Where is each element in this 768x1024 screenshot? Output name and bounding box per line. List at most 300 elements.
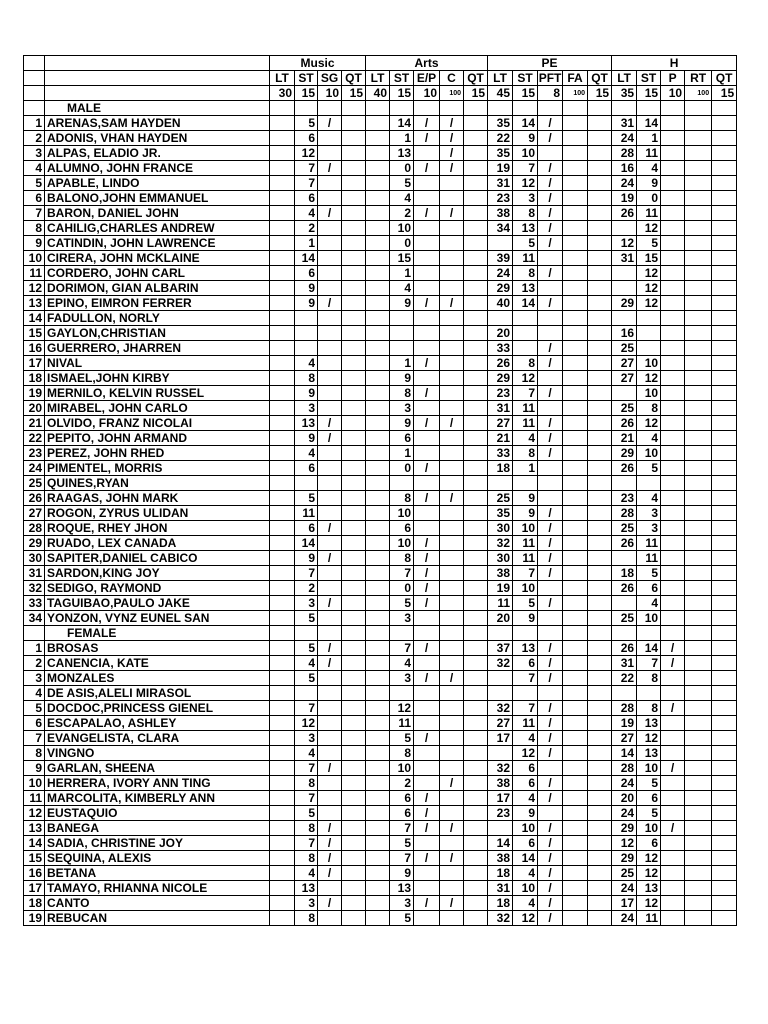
score-cell [563, 506, 588, 521]
check-mark: / [538, 386, 563, 401]
score-cell [464, 251, 488, 266]
score-cell [588, 701, 612, 716]
score-cell: 10 [390, 761, 414, 776]
score-cell: 13 [295, 416, 318, 431]
score-cell [270, 761, 295, 776]
student-number: 17 [24, 881, 45, 896]
score-cell [712, 356, 737, 371]
score-cell: 19 [612, 716, 637, 731]
score-cell [366, 776, 390, 791]
score-cell: 5 [637, 566, 661, 581]
student-name: DORIMON, GIAN ALBARIN [45, 281, 270, 296]
student-name: GUERRERO, JHARREN [45, 341, 270, 356]
subject-header: PE [488, 56, 612, 71]
score-cell [440, 656, 464, 671]
student-name: EUSTAQUIO [45, 806, 270, 821]
score-cell: 8 [390, 386, 414, 401]
score-cell [414, 701, 440, 716]
student-number: 9 [24, 761, 45, 776]
score-cell: 6 [295, 461, 318, 476]
score-cell: 4 [513, 791, 538, 806]
score-cell [270, 371, 295, 386]
score-cell [563, 671, 588, 686]
score-cell [342, 701, 366, 716]
score-cell [685, 116, 712, 131]
score-cell [440, 341, 464, 356]
check-mark: / [538, 641, 563, 656]
score-cell [464, 896, 488, 911]
score-cell: 21 [612, 431, 637, 446]
score-cell [366, 596, 390, 611]
score-cell [270, 116, 295, 131]
check-mark: / [538, 746, 563, 761]
student-number: 12 [24, 806, 45, 821]
score-cell: 10 [637, 446, 661, 461]
score-cell [588, 821, 612, 836]
score-cell [270, 746, 295, 761]
score-cell: 8 [637, 401, 661, 416]
score-cell: 4 [637, 431, 661, 446]
score-cell [414, 431, 440, 446]
student-number: 33 [24, 596, 45, 611]
score-cell [661, 281, 685, 296]
score-cell [414, 446, 440, 461]
score-cell [612, 221, 637, 236]
empty-cell [440, 101, 464, 116]
score-cell [588, 431, 612, 446]
student-row [24, 866, 737, 881]
student-row [24, 761, 737, 776]
score-cell: 8 [295, 821, 318, 836]
score-cell [366, 791, 390, 806]
check-mark: / [318, 116, 342, 131]
student-number: 8 [24, 221, 45, 236]
score-cell: 13 [637, 716, 661, 731]
score-cell [661, 596, 685, 611]
score-cell: 32 [488, 761, 513, 776]
score-cell [366, 821, 390, 836]
score-cell [685, 251, 712, 266]
score-cell [661, 476, 685, 491]
score-cell [342, 386, 366, 401]
score-cell [270, 671, 295, 686]
student-name: CAHILIG,CHARLES ANDREW [45, 221, 270, 236]
score-cell [588, 236, 612, 251]
score-cell [661, 191, 685, 206]
score-cell [464, 671, 488, 686]
score-cell [366, 176, 390, 191]
score-cell: 28 [612, 506, 637, 521]
student-row [24, 341, 737, 356]
student-number: 15 [24, 326, 45, 341]
score-cell [414, 191, 440, 206]
score-cell [685, 866, 712, 881]
student-name: BANEGA [45, 821, 270, 836]
check-mark: / [318, 866, 342, 881]
score-cell [661, 686, 685, 701]
score-cell [563, 536, 588, 551]
student-number: 8 [24, 746, 45, 761]
score-cell [637, 341, 661, 356]
score-cell: 26 [612, 536, 637, 551]
student-row [24, 686, 737, 701]
score-cell [342, 416, 366, 431]
score-cell [513, 326, 538, 341]
score-cell: 10 [637, 386, 661, 401]
score-cell [270, 506, 295, 521]
student-name: GAYLON,CHRISTIAN [45, 326, 270, 341]
score-cell [342, 536, 366, 551]
score-cell: 11 [488, 596, 513, 611]
score-cell [563, 491, 588, 506]
score-cell [712, 506, 737, 521]
check-mark: / [440, 161, 464, 176]
score-cell [270, 656, 295, 671]
score-cell [318, 386, 342, 401]
score-cell [563, 221, 588, 236]
empty-cell [342, 626, 366, 641]
score-cell: 13 [513, 281, 538, 296]
student-row [24, 116, 737, 131]
score-cell [270, 236, 295, 251]
score-cell [563, 596, 588, 611]
score-cell [366, 401, 390, 416]
check-mark: / [661, 761, 685, 776]
score-cell [366, 206, 390, 221]
score-cell: 25 [612, 401, 637, 416]
score-cell [270, 176, 295, 191]
score-cell [712, 191, 737, 206]
score-cell: 13 [295, 881, 318, 896]
check-mark: / [661, 701, 685, 716]
score-cell [464, 551, 488, 566]
student-number: 17 [24, 356, 45, 371]
score-cell [342, 881, 366, 896]
score-cell: 9 [390, 416, 414, 431]
score-cell [270, 461, 295, 476]
score-cell [342, 461, 366, 476]
score-cell: 32 [488, 536, 513, 551]
score-cell [712, 491, 737, 506]
score-cell [342, 611, 366, 626]
subject-header-row [24, 56, 737, 71]
score-cell: 6 [390, 806, 414, 821]
score-cell [366, 896, 390, 911]
score-cell [270, 521, 295, 536]
student-row [24, 356, 737, 371]
score-cell [464, 191, 488, 206]
score-cell [366, 551, 390, 566]
score-cell [342, 581, 366, 596]
empty-cell [712, 101, 737, 116]
score-cell: 3 [637, 521, 661, 536]
score-cell [440, 761, 464, 776]
score-cell: 8 [390, 491, 414, 506]
score-cell [318, 611, 342, 626]
score-cell [270, 551, 295, 566]
score-cell: 4 [390, 656, 414, 671]
score-cell: 10 [390, 221, 414, 236]
score-cell [712, 596, 737, 611]
score-cell: 5 [295, 611, 318, 626]
student-number: 19 [24, 386, 45, 401]
score-cell: 11 [513, 401, 538, 416]
score-cell: 19 [488, 581, 513, 596]
empty-cell [612, 626, 637, 641]
score-cell: 12 [637, 266, 661, 281]
score-cell: 31 [488, 401, 513, 416]
check-mark: / [538, 656, 563, 671]
max-score-row [24, 86, 737, 101]
check-mark: / [318, 416, 342, 431]
component-header: ST [513, 71, 538, 86]
empty-cell [414, 101, 440, 116]
score-cell: 8 [295, 911, 318, 926]
score-cell [270, 161, 295, 176]
score-cell [661, 551, 685, 566]
max-score: 100 [563, 86, 588, 101]
score-cell [661, 521, 685, 536]
score-cell [685, 656, 712, 671]
student-number: 7 [24, 206, 45, 221]
score-cell: 14 [513, 296, 538, 311]
score-cell [538, 581, 563, 596]
check-mark: / [414, 536, 440, 551]
score-cell [661, 806, 685, 821]
score-cell [342, 356, 366, 371]
score-cell [342, 191, 366, 206]
check-mark: / [538, 206, 563, 221]
score-cell [270, 146, 295, 161]
max-score: 45 [488, 86, 513, 101]
score-cell [712, 416, 737, 431]
student-row [24, 731, 737, 746]
student-row [24, 851, 737, 866]
score-cell [366, 161, 390, 176]
score-cell [588, 506, 612, 521]
score-cell: 11 [637, 146, 661, 161]
max-score: 15 [342, 86, 366, 101]
score-cell: 2 [295, 221, 318, 236]
score-cell [588, 686, 612, 701]
score-cell: 5 [390, 731, 414, 746]
score-cell [661, 356, 685, 371]
score-cell [464, 566, 488, 581]
score-cell [712, 431, 737, 446]
score-cell [488, 311, 513, 326]
score-cell [342, 281, 366, 296]
score-cell [440, 461, 464, 476]
score-cell [685, 821, 712, 836]
score-cell [685, 671, 712, 686]
score-cell [366, 806, 390, 821]
score-cell [563, 371, 588, 386]
score-cell [270, 911, 295, 926]
score-cell [588, 311, 612, 326]
score-cell [366, 506, 390, 521]
score-cell [712, 806, 737, 821]
score-cell [513, 476, 538, 491]
score-cell [318, 881, 342, 896]
score-cell: 15 [637, 251, 661, 266]
score-cell: 1 [390, 446, 414, 461]
score-cell [661, 911, 685, 926]
student-number: 30 [24, 551, 45, 566]
score-cell [270, 296, 295, 311]
student-row [24, 401, 737, 416]
empty-cell [390, 101, 414, 116]
score-cell [685, 716, 712, 731]
score-cell [712, 701, 737, 716]
component-header: RT [685, 71, 712, 86]
score-cell [464, 836, 488, 851]
component-header: SG [318, 71, 342, 86]
score-cell [685, 761, 712, 776]
score-cell [661, 416, 685, 431]
score-cell: 9 [637, 176, 661, 191]
score-cell [588, 791, 612, 806]
score-cell [270, 266, 295, 281]
score-cell [712, 401, 737, 416]
student-row [24, 896, 737, 911]
score-cell [464, 431, 488, 446]
score-cell [366, 911, 390, 926]
student-number: 12 [24, 281, 45, 296]
score-cell [712, 236, 737, 251]
score-cell [538, 491, 563, 506]
score-cell: 10 [637, 821, 661, 836]
score-cell [588, 776, 612, 791]
score-cell: 20 [488, 611, 513, 626]
score-cell [342, 776, 366, 791]
student-name: BARON, DANIEL JOHN [45, 206, 270, 221]
score-cell [588, 641, 612, 656]
score-cell: 7 [513, 701, 538, 716]
score-cell [366, 116, 390, 131]
score-cell: 1 [295, 236, 318, 251]
score-cell [414, 521, 440, 536]
empty-cell [270, 101, 295, 116]
score-cell: 9 [295, 431, 318, 446]
score-cell [464, 521, 488, 536]
score-cell [637, 326, 661, 341]
score-cell [563, 116, 588, 131]
score-cell: 20 [488, 326, 513, 341]
score-cell [464, 491, 488, 506]
score-cell [588, 566, 612, 581]
score-cell: 3 [295, 596, 318, 611]
score-cell [318, 191, 342, 206]
score-cell: 3 [513, 191, 538, 206]
score-cell: 25 [612, 611, 637, 626]
score-cell: 9 [513, 506, 538, 521]
score-cell [661, 566, 685, 581]
score-cell [414, 146, 440, 161]
max-score: 10 [414, 86, 440, 101]
score-cell [712, 671, 737, 686]
student-row [24, 641, 737, 656]
student-number: 14 [24, 311, 45, 326]
score-cell [366, 716, 390, 731]
score-cell [440, 251, 464, 266]
score-cell [342, 326, 366, 341]
empty-cell [588, 626, 612, 641]
score-cell [588, 356, 612, 371]
student-row [24, 296, 737, 311]
score-cell [464, 266, 488, 281]
score-cell: 30 [488, 521, 513, 536]
empty-cell [513, 626, 538, 641]
score-cell: 7 [513, 566, 538, 581]
section-header-row [24, 626, 737, 641]
check-mark: / [318, 551, 342, 566]
score-cell [612, 551, 637, 566]
score-cell [563, 776, 588, 791]
check-mark: / [538, 551, 563, 566]
score-cell [685, 476, 712, 491]
score-cell [612, 596, 637, 611]
score-cell [563, 821, 588, 836]
component-header: LT [488, 71, 513, 86]
score-cell: 14 [513, 851, 538, 866]
score-cell [270, 566, 295, 581]
check-mark: / [318, 161, 342, 176]
student-number: 5 [24, 701, 45, 716]
score-cell [712, 296, 737, 311]
score-cell [712, 206, 737, 221]
score-cell [318, 776, 342, 791]
check-mark: / [414, 116, 440, 131]
score-cell: 4 [295, 866, 318, 881]
score-cell [661, 401, 685, 416]
score-cell [318, 536, 342, 551]
score-cell [685, 176, 712, 191]
score-cell [661, 536, 685, 551]
score-cell [414, 836, 440, 851]
score-cell: 23 [612, 491, 637, 506]
score-cell: 9 [295, 296, 318, 311]
empty-cell [685, 626, 712, 641]
score-cell [685, 881, 712, 896]
score-cell [563, 146, 588, 161]
student-number: 6 [24, 191, 45, 206]
score-cell [342, 851, 366, 866]
score-cell [464, 791, 488, 806]
score-cell [563, 461, 588, 476]
score-cell [612, 311, 637, 326]
max-score: 15 [390, 86, 414, 101]
score-cell [366, 731, 390, 746]
score-cell [588, 671, 612, 686]
score-cell [270, 491, 295, 506]
check-mark: / [661, 821, 685, 836]
score-cell: 24 [612, 911, 637, 926]
score-cell: 0 [390, 581, 414, 596]
score-cell: 23 [488, 806, 513, 821]
student-row [24, 221, 737, 236]
score-cell [563, 281, 588, 296]
score-cell [342, 521, 366, 536]
check-mark: / [538, 851, 563, 866]
empty-cell [513, 101, 538, 116]
score-cell [440, 521, 464, 536]
score-cell [712, 611, 737, 626]
check-mark: / [440, 146, 464, 161]
student-row [24, 161, 737, 176]
score-cell: 0 [390, 161, 414, 176]
score-cell [270, 446, 295, 461]
score-cell [588, 281, 612, 296]
